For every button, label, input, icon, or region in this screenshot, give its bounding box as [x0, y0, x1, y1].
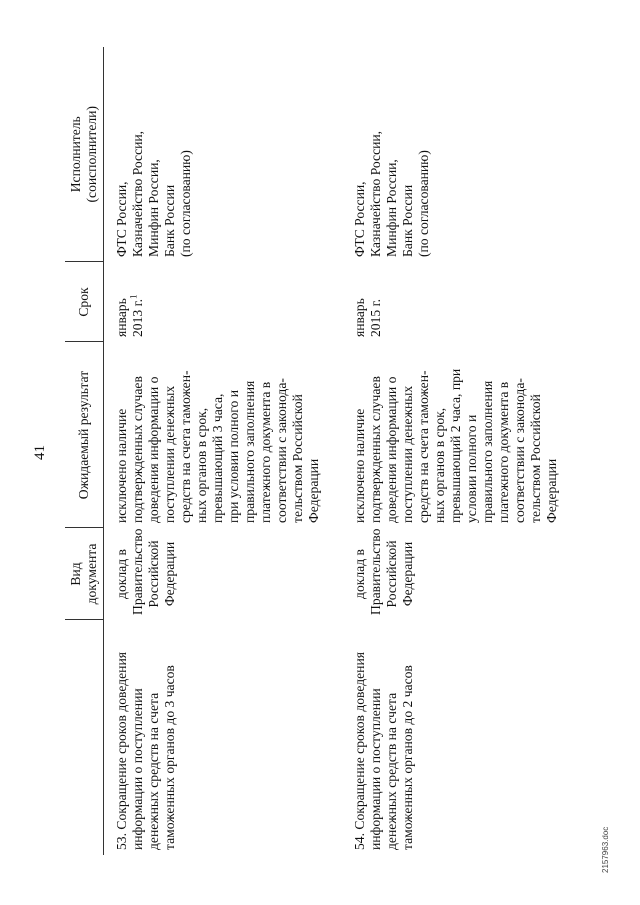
- text-line: Банк России: [400, 184, 415, 257]
- page-number: 41: [32, 445, 48, 460]
- term-year: 2013 г.: [130, 298, 145, 337]
- text-line: правильного заполнения: [480, 380, 495, 523]
- text-line: Федерации: [162, 541, 177, 607]
- text-line: правильного заполнения: [242, 380, 257, 523]
- text-line: информации о поступлении: [130, 688, 145, 850]
- text-line: Российской: [384, 540, 399, 608]
- text-line: средств на счета таможен-: [416, 370, 431, 523]
- text-line: 53. Сокращение сроков доведения: [114, 652, 129, 850]
- text-line: поступлении денежных: [400, 385, 415, 523]
- text-line: платежного документа в: [496, 381, 511, 523]
- cell-term: [342, 262, 602, 342]
- text-line: таможенных органов до 3 часов: [162, 665, 177, 850]
- text-line: подтвержденных случаев: [130, 376, 145, 523]
- text-line: соответствии с законода-: [512, 378, 527, 523]
- footer-filename: 2157963.doc: [601, 826, 610, 873]
- cell-result: [104, 342, 343, 528]
- text-line: таможенных органов до 2 часов: [400, 665, 415, 850]
- header-executor-line: (соисполнители): [84, 106, 99, 203]
- cell-measure: [104, 620, 343, 855]
- text-line: денежных средств на счета: [146, 692, 161, 850]
- header-executor-line: Исполнитель: [68, 116, 83, 193]
- cell-executor: [342, 47, 602, 262]
- text-line: январь: [114, 298, 129, 337]
- text-line: платежного документа в: [258, 381, 273, 523]
- text-line: подтвержденных случаев: [368, 376, 383, 523]
- text-line: ных органов в срок,: [194, 407, 209, 523]
- text-line: информации о поступлении: [368, 688, 383, 850]
- cell-term: [104, 262, 343, 342]
- text-line: ФТС России,: [352, 181, 367, 257]
- text-line: 2015 г.: [368, 298, 383, 337]
- text-line: ФТС России,: [114, 181, 129, 257]
- cell-executor: [104, 47, 343, 262]
- cell-doc-type: [342, 528, 602, 620]
- text-line: Федерации: [544, 458, 559, 523]
- header-measure: [65, 620, 104, 855]
- cell-measure: [342, 620, 602, 855]
- text-line: Российской: [146, 540, 161, 608]
- text-line: Правительство: [130, 528, 145, 615]
- text-line: ных органов в срок,: [432, 407, 447, 523]
- text-line: при условии полного и: [226, 390, 241, 523]
- measures-table: [65, 47, 602, 855]
- text-line: Казначейство России,: [130, 130, 145, 257]
- table-row: [342, 47, 602, 855]
- text-line: Федерации: [306, 458, 321, 523]
- text-line: доведения информации о: [146, 376, 161, 523]
- cell-result: [342, 342, 602, 528]
- text-line: Казначейство России,: [368, 130, 383, 257]
- text-line: январь: [352, 298, 367, 337]
- text-line: превышающий 3 часа,: [210, 393, 225, 523]
- text-line: доклад в: [114, 549, 129, 599]
- text-line: тельством Российской: [290, 394, 305, 523]
- text-line: исключено наличие: [114, 408, 129, 523]
- text-line: (по согласованию): [178, 150, 193, 257]
- text-line: доведения информации о: [384, 376, 399, 523]
- text-line: исключено наличие: [352, 408, 367, 523]
- table-row: [104, 47, 343, 855]
- text-line: Федерации: [400, 541, 415, 607]
- text-line: 54. Сокращение сроков доведения: [352, 652, 367, 850]
- text-line: средств на счета таможен-: [178, 370, 193, 523]
- header-doc-type: Вид документа: [65, 528, 104, 620]
- text-line: Правительство: [368, 528, 383, 615]
- text-line: денежных средств на счета: [384, 692, 399, 850]
- header-term: Срок: [65, 262, 104, 342]
- header-result: Ожидаемый результат: [65, 342, 104, 528]
- footnote-mark: 1: [128, 294, 139, 299]
- header-executor: [65, 47, 104, 262]
- text-line: превышающий 2 часа, при: [448, 368, 463, 523]
- text-line: Минфин России,: [146, 159, 161, 257]
- text-line: соответствии с законода-: [274, 378, 289, 523]
- text-line: поступлении денежных: [162, 385, 177, 523]
- text-line: (по согласованию): [416, 150, 431, 257]
- text-line: Минфин России,: [384, 159, 399, 257]
- cell-doc-type: [104, 528, 343, 620]
- text-line: Банк России: [162, 184, 177, 257]
- text-line: доклад в: [352, 549, 367, 599]
- text-line: [130, 267, 146, 337]
- table-header: [65, 47, 104, 855]
- text-line: тельством Российской: [528, 394, 543, 523]
- text-line: условии полного и: [464, 414, 479, 523]
